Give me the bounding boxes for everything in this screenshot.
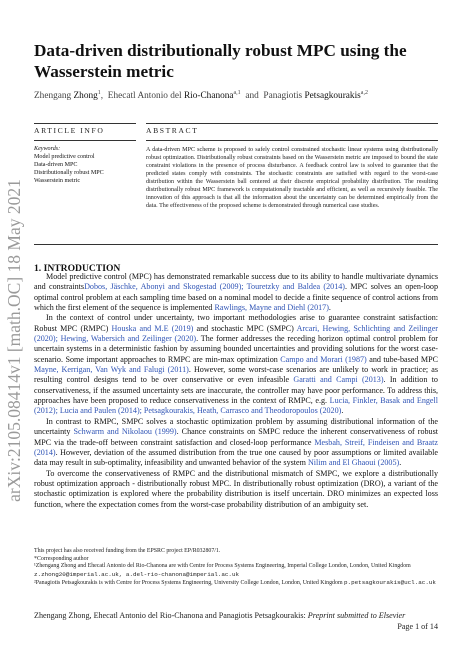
keyword: Wasserstein metric	[34, 178, 81, 185]
footnote-email: z.zhong20@imperial.ac.uk, a.del-rio-chanona@imperial.ac.uk	[34, 570, 240, 578]
paragraph-text: . However, deviation of the assumed distribution from the true one caused by poor assumptions or limited available data may result in sub-optimality, infeasibility and unwanted behavior of the system	[34, 447, 438, 468]
abstract-text: A data-driven MPC scheme is proposed to safely control constrained stochastic linear systems using distributionally robust optimization. Distributionally robust constraints based on the Wasserstein metric are imposed to bound the state constraint violations in the presence of process disturbance. A feedback control law is solved to guarantee that the predicted states comply with constraints. The stochastic constraints are satisfied with regard to the worst-case distribution within the Wasserstein ball centered at their discrete empirical probability distribution. The resulting distributionally robust MPC framework is computationally tractable and efficient, as well as recursively feasible. The innovation of this approach is that all the information about the uncertainty can be determined empirically from the data. The effectiveness of the proposed scheme is demonstrated through numerical case studies.	[146, 147, 438, 210]
footnote	[34, 563, 438, 579]
paragraph-text: In contrast to RMPC, SMPC solves a stochastic optimization problem by assuming distributional information of the uncertainty	[34, 416, 438, 437]
paragraph-text: . However, some worst-case scenarios are unlikely to work in practice; as resulting control designs tend to be over conservative or even infeasible	[34, 365, 438, 385]
author-affiliation-mark: 1	[97, 90, 101, 96]
author-separator: ,	[100, 91, 108, 102]
paragraph-text: . Chance constraints on SMPC reduce the inherent conservativeness of robust MPC via the trade-off between constraint satisfaction and closed-loop performance	[34, 427, 438, 447]
keyword: Data-driven MPC	[34, 162, 78, 169]
citation-link[interactable]: Dobos, Jäschke, Abonyi and Skogestad (2009); Touretzky and Baldea (2014)	[84, 282, 346, 292]
footnote-text: ²Panagiotis Petsagkourakis is with Centre for Process Systems Engineering, University College London, London, United Kingdom	[34, 580, 345, 587]
author-surname: Rio-Chanona	[183, 91, 234, 102]
paragraph-text: . In addition to conservativeness, if the assumed uncertainty sets are inaccurate, the controller may have poor performance. To address this, approaches have been proposed to reduce conservativeness in the context of RMPC, e.g.	[34, 375, 438, 406]
paragraph-text: To overcome the conservativeness of RMPC and the distributional mismatch of SMPC, we explore a distributionally robust optimization approach - distributionally robust MPC. In distributionally robust optimization (DRO), a variant of the stochastic optimization is explored where the probability distribution is itself uncertain. DRO minimizes an expected loss function, where the expectation comes from the worst-case probability distribution of an ambiguity set.	[34, 468, 438, 509]
citation-link[interactable]: Campo and Morari (1987)	[280, 354, 367, 364]
paper-title: Data-driven distributionally robust MPC using the Wasserstein metric	[34, 41, 407, 81]
citation-link[interactable]: Rawlings, Mayne and Diehl (2017)	[214, 303, 329, 313]
citation-link[interactable]: Lucia, Finkler, Basak and Engell (2012); Lucia and Paulen (2014); Petsagkourakis, Heath, Carrasco and Theodoropoulos (2020)	[34, 396, 439, 416]
section-heading: 1. INTRODUCTION	[34, 263, 121, 274]
paragraph	[34, 469, 438, 510]
paragraph-text: In the context of control under uncertainty, two important methodologies arise to guarantee constraint satisfaction: Robust MPC (RMPC)	[34, 313, 438, 333]
paragraph	[34, 313, 438, 416]
article-info-heading: ARTICLE INFO	[34, 126, 105, 135]
author-given-name: Panagiotis	[263, 91, 305, 102]
keyword: Distributionally robust MPC	[34, 170, 104, 177]
keywords-block	[34, 145, 144, 185]
page-number: Page 1 of 14	[397, 621, 438, 631]
author-affiliation-mark: a,2	[360, 90, 368, 96]
citation-link[interactable]: Schwarm and Nikolaou (1999)	[73, 427, 177, 437]
paragraph-text: and stochastic MPC (SMPC)	[193, 323, 297, 333]
author-surname: Petsagkourakis	[304, 91, 361, 102]
divider	[34, 140, 136, 141]
paragraph	[34, 272, 438, 313]
citation-link[interactable]: Nilim and El Ghaoui (2005)	[307, 458, 400, 468]
author-list	[34, 90, 368, 101]
keyword-list	[34, 153, 144, 185]
citation-link[interactable]: Garatti and Campi (2013)	[293, 375, 384, 385]
arxiv-id: arXiv:2105.08414v1 [math.OC] 18 May 2021	[3, 178, 24, 502]
footnote-text: *Corresponding author	[34, 555, 89, 562]
paragraph-text: . The former addresses the receding horizon optimal control problem for uncertain systems in a deterministic fashion by assuming bounded uncertainties and providing solutions for the worst case-scenario. Some important approaches to RMPC are min-max optimization	[34, 334, 438, 364]
divider	[34, 123, 136, 124]
footer-journal: Preprint submitted to Elsevier	[307, 611, 406, 620]
footnote-email: p.petsagkourakis@ucl.ac.uk	[344, 579, 436, 587]
arxiv-stamp	[2, 120, 26, 560]
author-separator: and	[240, 91, 264, 102]
footnote-text: This project has also received funding from the EPSRC project EP/R032807/1.	[34, 548, 221, 554]
paragraph-text: .	[341, 406, 344, 416]
footnote	[34, 579, 438, 588]
author-given-name: Zhengang	[34, 91, 74, 102]
citation-link[interactable]: Mayne, Kerrigan, Van Wyk and Falugi (2011)	[34, 365, 189, 375]
abstract-heading: ABSTRACT	[146, 126, 199, 135]
paragraph-text: . MPC solves an open-loop optimal control problem at each sampling time based on a nominal model to decide a finite sequence of control actions from which the first element of the sequence is implemented	[34, 282, 439, 313]
paragraph-text: .	[328, 303, 331, 313]
divider	[146, 123, 438, 124]
introduction-body	[34, 272, 438, 510]
footnotes	[34, 548, 438, 588]
citation-link[interactable]: Mesbah, Streif, Findeisen and Braatz (2014)	[34, 437, 438, 457]
citation-link[interactable]: Arcari, Hewing, Schlichting and Zeilinger (2020); Hewing, Wabersich and Zeilinger (2020)	[34, 323, 438, 344]
keywords-label: Keywords:	[34, 146, 61, 152]
divider	[146, 140, 438, 141]
page-footer	[34, 611, 438, 632]
paragraph-text: .	[399, 458, 402, 468]
footnote-text: ¹Zhengang Zhong and Ehecatl Antonio del Rio-Chanona are with Centre for Process Systems Engineering, Imperial College London, London, United Kingdom	[34, 563, 411, 570]
footnote	[34, 548, 438, 556]
citation-link[interactable]: Houska and M.E (2019)	[111, 323, 194, 333]
author-affiliation-mark: a,1	[233, 90, 241, 96]
divider	[34, 244, 438, 245]
keyword: Model predictive control	[34, 154, 95, 161]
paragraph	[34, 417, 438, 469]
footer-authors: Zhengang Zhong, Ehecatl Antonio del Rio-Chanona and Panagiotis Petsagkourakis:	[34, 611, 308, 620]
paragraph-text: and tube-based MPC	[366, 354, 438, 364]
author-surname: Zhong	[73, 91, 98, 102]
author-given-name: Ehecatl Antonio del	[107, 91, 184, 102]
paragraph-text: Model predictive control (MPC) has demonstrated remarkable success due to its ability to handle multivariate dynamics and constraints	[34, 272, 438, 292]
